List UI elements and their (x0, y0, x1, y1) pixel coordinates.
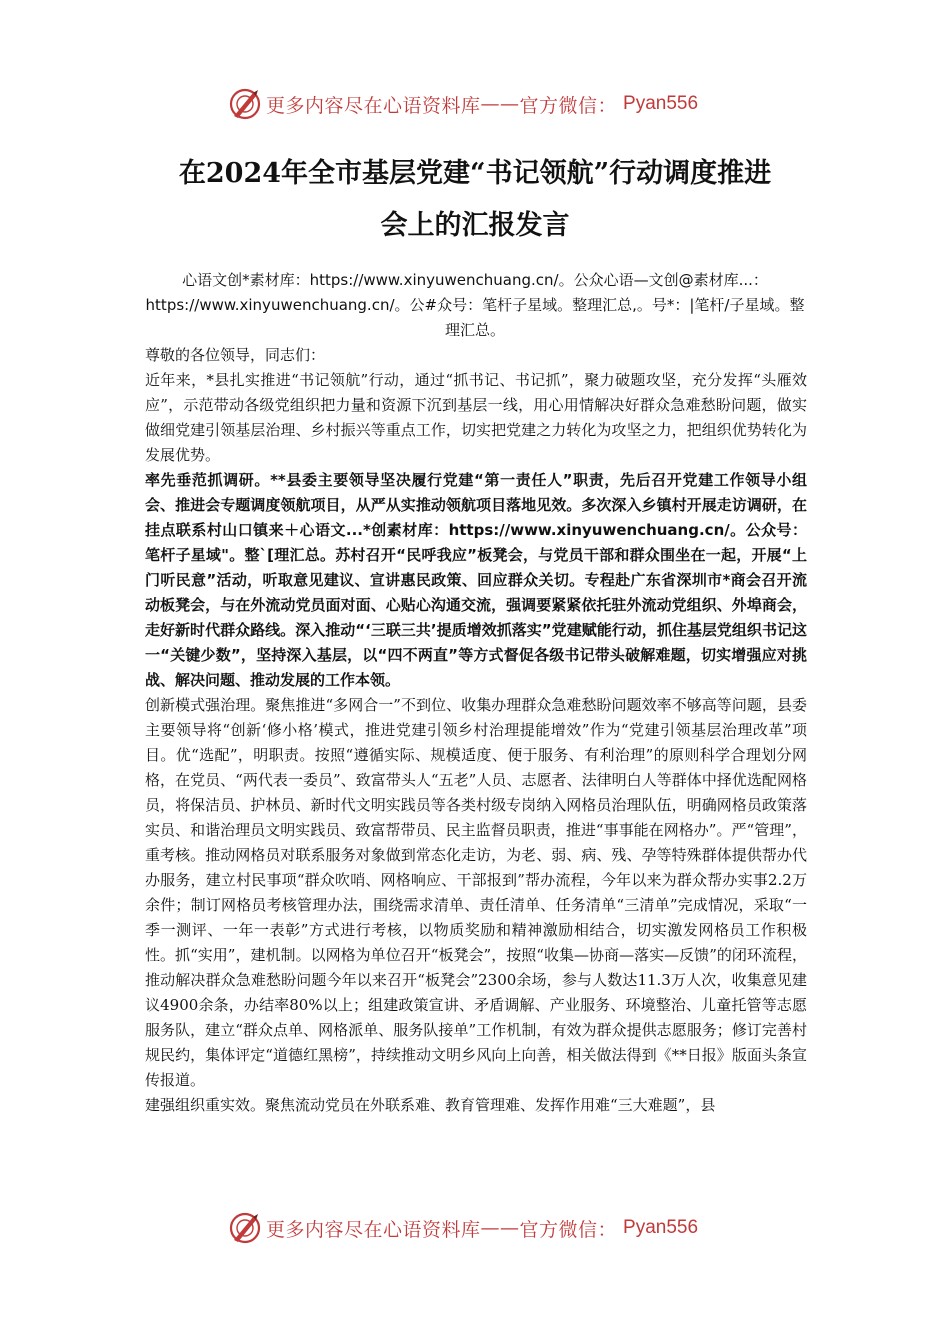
banner-dash: —— (480, 93, 520, 115)
title-line-2: 会上的汇报发言 (380, 210, 570, 241)
title-line-1: 在2024年全市基层党建“书记领航”行动调度推进 (178, 158, 772, 189)
banner-handle: Pyan556 (623, 93, 699, 114)
document-body (145, 343, 807, 1118)
footer-banner (0, 1208, 950, 1248)
paragraph-governance: 创新模式强治理。聚焦推进“多网合一”不到位、收集办理群众急难愁盼问题效率不够高等问题，县委主要领导将“创新‘修小格’模式，推进党建引领乡村治理提能增效”作为“党建引领基层治理改革”项目。优“选配”，明职责。按照“遵循实际、规模适度、便于服务、有利治理”的原则科学合理划分网格，在党员、“两代表一委员”、致富带头人“五老”人员、志愿者、法律明白人等群体中择优选配网格员，将保洁员、护林员、新时代文明实践员等各类村级专岗纳入网格员治理队伍，明确网格员政策落实员、和谐治理员文明实践员、致富帮带员、民主监督员职责，推进“事事能在网格办”。严“管理”，重考核。推动网格员对联系服务对象做到常态化走访，为老、弱、病、残、孕等特殊群体提供帮办代办服务，建立村民事项“群众吹哨、网格响应、干部报到”帮办流程，今年以来为群众帮办实事2.2万余件；制订网格员考核管理办法，围绕需求清单、责任清单、任务清单“三清单”完成情况，采取“一季一测评、一年一表彰”方式进行考核，以物质奖励和精神激励相结合，切实激发网格员工作积极性。抓“实用”，建机制。以网格为单位召开“板凳会”，按照“收集—协商—落实—反馈”的闭环流程，推动解决群众急难愁盼问题今年以来召开“板凳会”2300余场，参与人数达11.3万人次，收集意见建议4900余条，办结率80%以上；组建政策宣讲、矛盾调解、产业服务、环境整治、儿童托管等志愿服务队，建立“群众点单、网格派单、服务队接单”工作机制，有效为群众提供志愿服务；修订完善村规民约，集体评定“道德红黑榜”，持续推动文明乡风向上向善，相关做法得到《**日报》版面头条宣传报道。 (145, 696, 807, 1089)
banner-inner (228, 84, 698, 124)
logo-icon (228, 1211, 262, 1245)
salutation: 尊敬的各位领导，同志们： (145, 346, 326, 364)
paragraph-organization: 建强组织重实效。聚焦流动党员在外联系难、教育管理难、发挥作用难“三大难题”，县 (145, 1096, 716, 1114)
banner-text: 更多内容尽在心语资料库 (266, 94, 481, 117)
document-title (100, 148, 850, 252)
banner-inner-footer (228, 1208, 698, 1248)
banner-handle: Pyan556 (623, 1217, 699, 1238)
paragraph-intro: 近年来，*县扎实推进“书记领航”行动，通过“抓书记、书记抓”，聚力破题攻坚，充分发挥“头雁效应”，示范带动各级党组织把力量和资源下沉到基层一线，用心用情解决好群众急难愁盼问题，做实做细党建引领基层治理、乡村振兴等重点工作，切实把党建之力转化为攻坚之力，把组织优势转化为发展优势。 (145, 371, 807, 464)
banner-label: 官方微信： (519, 94, 618, 117)
banner-text: 更多内容尽在心语资料库 (266, 1218, 481, 1241)
logo-icon (228, 87, 262, 121)
watermark-notice: 心语文创*素材库：https://www.xinyuwenchuang.cn/。公众心语—文创@素材库...：https://www.xinyuwenchuang.cn/。公#众号：笔杆子星域。整理汇总,。号*：|笔杆/子星域。整理汇总。 (145, 271, 805, 339)
paragraph-research: 率先垂范抓调研。**县委主要领导坚决履行党建“第一责任人”职责，先后召开党建工作领导小组会、推进会专题调度领航项目，从严从实推动领航项目落地见效。多次深入乡镇村开展走访调研，在挂点联系村山口镇来＋心语文...*创素材库：https://www.xinyuwenchuang.cn/。公众号：笔杆子星域"。整`[理汇总。苏村召开“民呼我应”板凳会，与党员干部和群众围坐在一起，开展“上门听民意”活动，听取意见建议、宣讲惠民政策、回应群众关切。专程赴广东省深圳市*商会召开流动板凳会，与在外流动党员面对面、心贴心沟通交流，强调要紧紧依托驻外流动党组织、外埠商会，走好新时代群众路线。深入推动“‘三联三共’提质增效抓落实”党建赋能行动，抓住基层党组织书记这一“关键少数”，坚持深入基层，以“四不两直”等方式督促各级书记带头破解难题，切实增强应对挑战、解决问题、推动发展的工作本领。 (145, 471, 807, 689)
banner-dash: —— (480, 1217, 520, 1239)
banner-label: 官方微信： (519, 1218, 618, 1241)
header-banner (0, 84, 950, 124)
